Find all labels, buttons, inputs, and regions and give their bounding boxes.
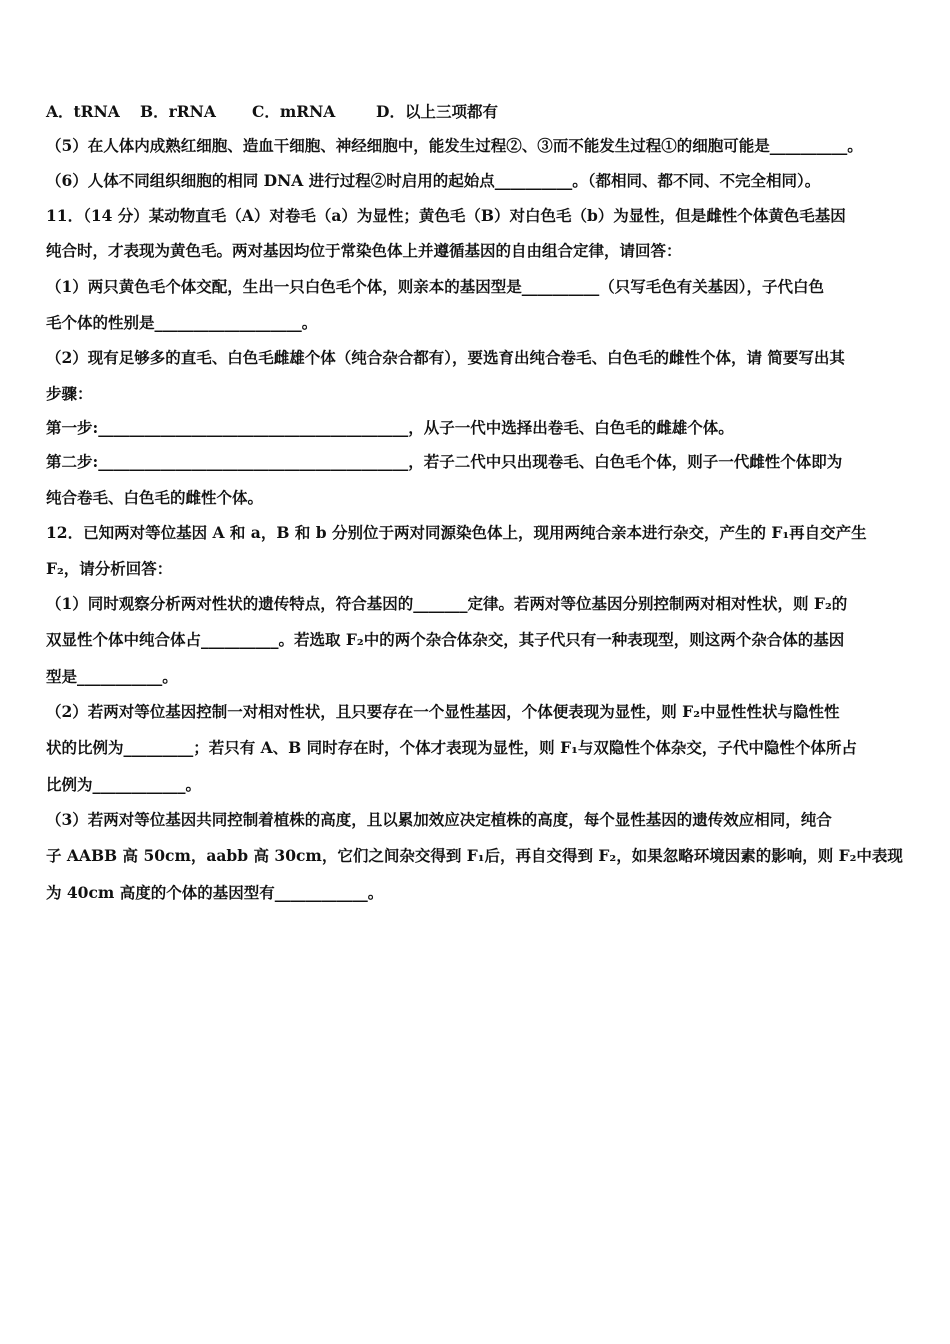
options-line	[46, 102, 498, 122]
option-c: C．mRNA	[252, 102, 336, 121]
question-12-stem: 12．已知两对等位基因 A 和 a，B 和 b 分别位于两对同源染色体上，现用两纯合亲本进行杂交，产生的 F₁再自交产生	[46, 523, 867, 542]
question-12-part2: （2）若两对等位基因控制一对相对性状，且只要存在一个显性基因，个体便表现为显性，则 F₂中显性性状与隐性性	[46, 702, 840, 721]
question-12-part1: （1）同时观察分析两对性状的遗传特点，符合基因的_______定律。若两对等位基因分别控制两对相对性状，则 F₂的	[46, 594, 848, 613]
question-12-part3-cont: 子 AABB 高 50cm，aabb 高 30cm，它们之间杂交得到 F₁后，再自交得到 F₂，如果忽略环境因素的影响，则 F₂中表现	[46, 846, 903, 865]
question-11-step2-cont: 纯合卷毛、白色毛的雌性个体。	[46, 488, 264, 507]
question-12-part1-cont2: 型是___________。	[46, 667, 178, 686]
question-11-step2: 第二步:________________________________________，若子二代中只出现卷毛、白色毛个体，则子一代雌性个体即为	[46, 452, 843, 471]
question-12-part3: （3）若两对等位基因共同控制着植株的高度，且以累加效应决定植株的高度，每个显性基因的遗传效应相同，纯合	[46, 810, 832, 829]
question-11-step1: 第一步:________________________________________，从子一代中选择出卷毛、白色毛的雌雄个体。	[46, 418, 734, 437]
option-b: B．rRNA	[140, 102, 216, 121]
option-d: D．以上三项都有	[376, 102, 498, 121]
question-12-part2-cont: 状的比例为_________；若只有 A、B 同时存在时，个体才表现为显性，则 F₁与双隐性个体杂交，子代中隐性个体所占	[46, 738, 857, 757]
option-a: A．tRNA	[46, 102, 120, 121]
question-12-part1-cont: 双显性个体中纯合体占__________。若选取 F₂中的两个杂合体杂交，其子代只有一种表现型，则这两个杂合体的基因	[46, 630, 845, 649]
question-11-part2-cont: 步骤：	[46, 384, 93, 403]
question-11-stem: 11．（14 分）某动物直毛（A）对卷毛（a）为显性；黄色毛（B）对白色毛（b）为显性，但是雌性个体黄色毛基因	[46, 206, 846, 225]
question-11-stem-cont: 纯合时，才表现为黄色毛。两对基因均位于常染色体上并遵循基因的自由组合定律，请回答：	[46, 241, 682, 260]
question-11-part2: （2）现有足够多的直毛、白色毛雌雄个体（纯合杂合都有），要选育出纯合卷毛、白色毛的雌性个体，请 简要写出其	[46, 348, 845, 367]
question-12-part2-cont2: 比例为____________。	[46, 775, 202, 794]
question-11-part1: （1）两只黄色毛个体交配，生出一只白色毛个体，则亲本的基因型是__________（只写毛色有关基因），子代白色	[46, 277, 825, 296]
question-10-part5: （5）在人体内成熟红细胞、造血干细胞、神经细胞中，能发生过程②、③而不能发生过程①的细胞可能是__________。	[46, 136, 863, 155]
question-10-part6: （6）人体不同组织细胞的相同 DNA 进行过程②时启用的起始点__________。（都相同、都不同、不完全相同）。	[46, 171, 821, 190]
question-12-part3-cont2: 为 40cm 高度的个体的基因型有____________。	[46, 883, 384, 902]
question-11-part1-cont: 毛个体的性别是___________________。	[46, 313, 318, 332]
question-12-stem-cont: F₂，请分析回答：	[46, 559, 173, 578]
